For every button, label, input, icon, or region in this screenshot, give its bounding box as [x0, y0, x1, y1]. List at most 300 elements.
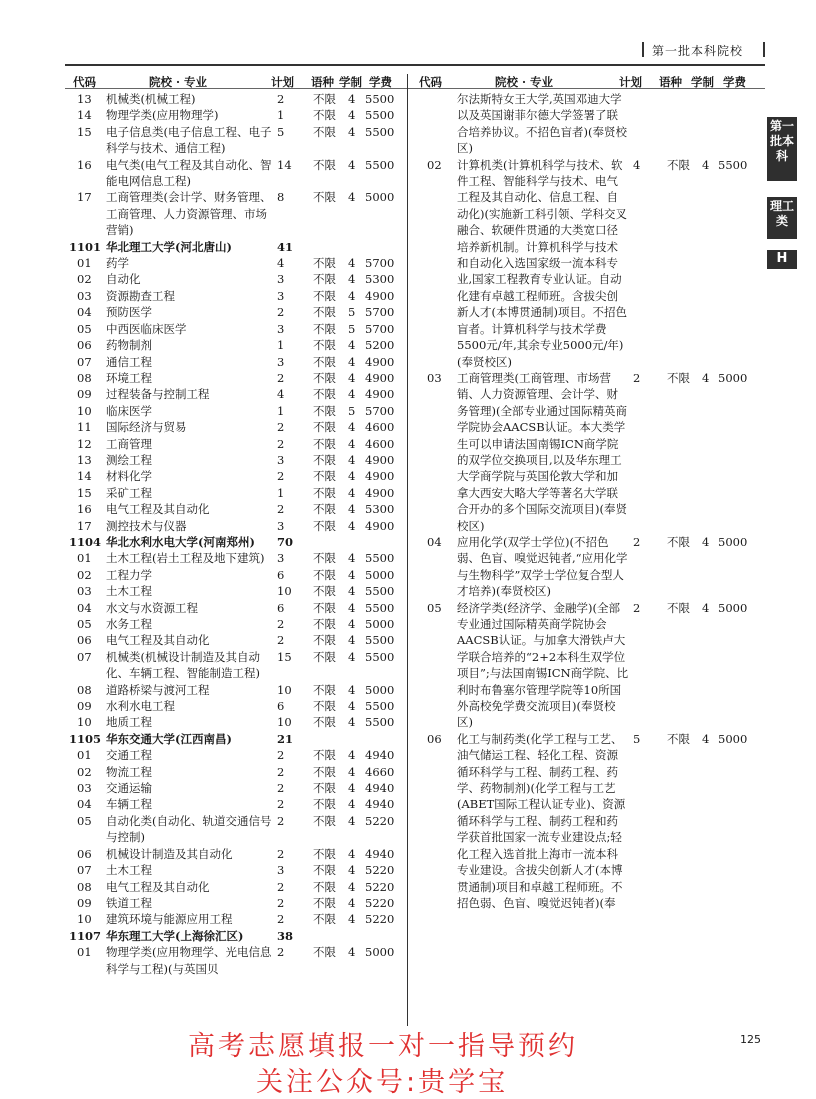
- name-cell: 水文与水资源工程: [106, 600, 198, 615]
- language-cell: 不限: [667, 534, 690, 549]
- major-row: [65, 780, 405, 796]
- code-cell: 13: [77, 92, 92, 106]
- fee-cell: 4900: [365, 452, 395, 467]
- plan-cell: 3: [277, 452, 285, 467]
- name-cell: 土木工程: [106, 584, 152, 599]
- plan-cell: 6: [277, 699, 285, 714]
- language-cell: 不限: [313, 863, 336, 878]
- code-cell: 09: [77, 387, 92, 402]
- code-header: 代码: [73, 75, 96, 89]
- fee-cell: 5000: [365, 617, 395, 631]
- code-cell: 10: [77, 912, 92, 927]
- right-column-header: [411, 72, 763, 90]
- plan-cell: 2: [633, 600, 641, 615]
- major-row: [65, 419, 405, 435]
- years-cell: 4: [348, 190, 356, 205]
- fee-cell: 4940: [365, 846, 395, 861]
- plan-cell: 2: [277, 912, 285, 927]
- years-cell: 5: [348, 403, 356, 418]
- name-cell: 机械设计制造及其自动化: [106, 846, 233, 861]
- years-cell: 4: [348, 649, 356, 664]
- major-row: [411, 157, 763, 370]
- plan-cell: 2: [277, 617, 285, 631]
- fee-cell: 5220: [365, 863, 395, 878]
- language-cell: 不限: [313, 485, 336, 500]
- plan-cell: 8: [277, 190, 285, 205]
- language-cell: 不限: [313, 617, 336, 631]
- plan-cell: 2: [277, 436, 285, 451]
- name-cell: 采矿工程: [106, 485, 152, 500]
- header-rule: [65, 64, 765, 66]
- name-cell: 材料化学: [106, 469, 152, 484]
- code-cell: 03: [77, 781, 92, 796]
- years-cell: 4: [348, 157, 356, 172]
- fee-cell: 5700: [365, 321, 395, 336]
- language-cell: 不限: [313, 436, 336, 451]
- years-cell: 4: [348, 387, 356, 402]
- language-cell: 不限: [313, 682, 336, 697]
- years-cell: 4: [348, 436, 356, 451]
- plan-cell: 2: [633, 534, 641, 549]
- plan-cell: 2: [277, 502, 285, 517]
- language-cell: 不限: [313, 272, 336, 287]
- language-cell: 不限: [313, 518, 336, 533]
- code-cell: 05: [77, 617, 92, 631]
- years-cell: 4: [348, 895, 356, 910]
- years-cell: 5: [348, 305, 356, 320]
- plan-cell: 5: [277, 124, 285, 139]
- major-row: [411, 534, 763, 600]
- name-cell: 资源勘查工程: [106, 288, 175, 303]
- language-cell: 不限: [313, 190, 336, 205]
- language-cell: 不限: [667, 370, 690, 385]
- plan-cell: 41: [277, 239, 294, 254]
- language-cell: 不限: [313, 797, 336, 812]
- language-cell: 不限: [313, 912, 336, 927]
- years-cell: 4: [348, 370, 356, 385]
- language-cell: 不限: [313, 764, 336, 779]
- years-cell: 4: [348, 682, 356, 697]
- years-cell: 4: [348, 338, 356, 353]
- fee-cell: 5700: [365, 403, 395, 418]
- plan-cell: 4: [633, 157, 641, 172]
- years-cell: 4: [348, 272, 356, 287]
- fee-cell: 5700: [365, 305, 395, 320]
- plan-cell: 2: [277, 813, 285, 828]
- plan-cell: 3: [277, 354, 285, 369]
- plan-cell: 2: [277, 469, 285, 484]
- category-tab-label: 理工类: [769, 199, 794, 228]
- plan-cell: 15: [277, 649, 292, 664]
- code-cell: 10: [77, 403, 92, 418]
- code-cell: 12: [77, 436, 92, 451]
- name-cell: 过程装备与控制工程: [106, 387, 210, 402]
- plan-header: 计划: [271, 75, 294, 89]
- name-cell: 预防医学: [106, 305, 152, 320]
- major-row: [65, 682, 405, 698]
- name-cell: 电子信息类(电子信息工程、电子科学与技术、通信工程): [106, 124, 272, 156]
- plan-cell: 2: [277, 879, 285, 894]
- name-cell: 车辆工程: [106, 797, 152, 812]
- fee-cell: 5000: [718, 370, 748, 385]
- plan-cell: 2: [277, 305, 285, 320]
- code-cell: 14: [77, 108, 92, 123]
- years-cell: 4: [348, 256, 356, 271]
- code-cell: 14: [77, 469, 92, 484]
- years-cell: 4: [702, 534, 710, 549]
- language-cell: 不限: [313, 567, 336, 582]
- major-row: [65, 649, 405, 682]
- name-cell: 药物制剂: [106, 338, 152, 353]
- years-cell: 4: [348, 879, 356, 894]
- fee-cell: 5700: [365, 256, 395, 271]
- code-cell: 09: [77, 895, 92, 910]
- major-row: [65, 386, 405, 402]
- code-cell: 17: [77, 518, 92, 533]
- fee-cell: 4900: [365, 469, 395, 484]
- category-tab[interactable]: [767, 197, 797, 239]
- name-cell: 经济学类(经济学、金融学)(全部专业通过国际精英商学院协会AACSB认证。与加拿大滑铁卢大学联合培养的“2+2本科生双学位项目”;与法国南锡ICN商学院、比利时布鲁塞尔管理学院等10所国外高校免学费交流项目)(奉贤校区): [457, 600, 629, 730]
- fee-cell: 5500: [365, 633, 395, 648]
- years-cell: 4: [348, 764, 356, 779]
- fee-cell: 5220: [365, 912, 395, 927]
- fee-cell: 4600: [365, 436, 395, 451]
- name-cell: 临床医学: [106, 403, 152, 418]
- major-row: [65, 567, 405, 583]
- name-cell: 测控技术与仪器: [106, 518, 187, 533]
- plan-cell: 2: [277, 846, 285, 861]
- major-row: [65, 288, 405, 304]
- major-row: [65, 764, 405, 780]
- name-cell: 建筑环境与能源应用工程: [106, 912, 233, 927]
- plan-cell: 2: [277, 370, 285, 385]
- years-cell: 4: [348, 452, 356, 467]
- major-row: [65, 255, 405, 271]
- years-cell: 4: [702, 600, 710, 615]
- major-row: [65, 583, 405, 599]
- years-cell: 4: [348, 567, 356, 582]
- name-cell: 自动化类(自动化、轨道交通信号与控制): [106, 813, 272, 845]
- major-row: [65, 698, 405, 714]
- plan-cell: 1: [277, 108, 285, 123]
- language-cell: 不限: [313, 649, 336, 664]
- name-cell: 应用化学(双学士学位)(不招色弱、色盲、嗅觉迟钝者,“应用化学与生物科学”双学士学位复合型人才培养)(奉贤校区): [457, 534, 628, 599]
- code-cell: 08: [77, 879, 92, 894]
- watermark-line-2: 关注公众号:贵学宝: [256, 1067, 509, 1098]
- major-row: [65, 157, 405, 190]
- code-cell: 09: [77, 699, 92, 714]
- code-cell: 05: [77, 321, 92, 336]
- years-cell: 4: [348, 748, 356, 763]
- years-header: 学制: [691, 75, 714, 89]
- language-cell: 不限: [313, 403, 336, 418]
- letter-tab-label: H: [776, 251, 788, 266]
- name-cell: 化工与制药类(化学工程与工艺、油气储运工程、轻化工程、资源循环科学与工程、制药工程、药学、药物制剂)(化学工程与工艺(ABET国际工程认证专业)、资源循环科学与工程、制药工程和药学获首批国家一流专业建设点;轻化工程入选首批上海市一流本科专业建设。含拔尖创新人才(本博贯通制)项目和卓越工程师班。不招色弱、色盲、嗅觉迟钝者)(奉: [457, 731, 626, 910]
- name-cell: 道路桥梁与渡河工程: [106, 682, 210, 697]
- plan-cell: 1: [277, 403, 285, 418]
- years-cell: 4: [348, 633, 356, 648]
- name-cell: 水务工程: [106, 617, 152, 631]
- fee-cell: 5500: [365, 124, 395, 139]
- language-header: 语种: [311, 75, 334, 89]
- name-cell: 机械类(机械设计制造及其自动化、车辆工程、智能制造工程): [106, 649, 260, 681]
- years-cell: 4: [348, 124, 356, 139]
- batch-tab[interactable]: [767, 117, 797, 181]
- plan-cell: 3: [277, 863, 285, 878]
- left-column: [65, 72, 405, 977]
- fee-cell: 5220: [365, 895, 395, 910]
- watermark-line-1: 高考志愿填报一对一指导预约: [188, 1031, 578, 1062]
- major-row: [65, 846, 405, 862]
- plan-cell: 2: [277, 764, 285, 779]
- name-cell: 机械类(机械工程): [106, 92, 196, 106]
- major-row: [65, 304, 405, 320]
- school-major-header: 院校 · 专业: [495, 75, 554, 89]
- name-cell: 计算机类(计算机科学与技术、软件工程、智能科学与技术、电气工程及其自动化、信息工程、自动化)(实施新工科引领、学科交叉融合、软硬件贯通的大类宽口径培养新机制。计算机科学与技术和自动化入选国家级一流本科专业,国家工程教育专业认证。自动化建有卓越工程师班。含拔尖创新人才(本博贯通制)项目。不招色盲者。计算机科学与技术学费5500元/年,其余专业5000元/年)(奉贤校区): [457, 157, 627, 369]
- language-cell: 不限: [313, 895, 336, 910]
- fee-header: 学费: [369, 75, 392, 89]
- major-row: [65, 107, 405, 123]
- major-row: [65, 452, 405, 468]
- language-cell: 不限: [667, 731, 690, 746]
- code-cell: 04: [427, 534, 442, 549]
- language-cell: 不限: [313, 879, 336, 894]
- major-row: [65, 714, 405, 730]
- years-cell: 5: [348, 321, 356, 336]
- fee-cell: 5200: [365, 338, 395, 353]
- name-cell: 铁道工程: [106, 895, 152, 910]
- major-row: [65, 747, 405, 763]
- code-cell: 02: [427, 157, 442, 172]
- major-row: [65, 403, 405, 419]
- code-cell: 1101: [69, 239, 102, 254]
- code-cell: 03: [77, 584, 92, 599]
- code-cell: 08: [77, 370, 92, 385]
- language-cell: 不限: [313, 551, 336, 566]
- name-cell: 电气工程及其自动化: [106, 502, 210, 517]
- name-cell: 电气工程及其自动化: [106, 879, 210, 894]
- left-column-header: [65, 72, 405, 90]
- plan-cell: 2: [277, 797, 285, 812]
- fee-cell: 4940: [365, 797, 395, 812]
- code-cell: 16: [77, 502, 92, 517]
- code-cell: 02: [77, 272, 92, 287]
- name-cell: 电气类(电气工程及其自动化、智能电网信息工程): [106, 157, 272, 189]
- years-cell: 4: [348, 485, 356, 500]
- fee-cell: 4900: [365, 387, 395, 402]
- plan-header: 计划: [619, 75, 642, 89]
- language-cell: 不限: [313, 92, 336, 106]
- name-cell: 物理学类(应用物理学): [106, 108, 219, 123]
- years-cell: 4: [348, 715, 356, 730]
- years-cell: 4: [348, 600, 356, 615]
- code-cell: 07: [77, 863, 92, 878]
- language-cell: 不限: [313, 715, 336, 730]
- code-cell: 1107: [69, 928, 102, 943]
- fee-cell: 5000: [718, 600, 748, 615]
- language-cell: 不限: [313, 338, 336, 353]
- fee-cell: 5500: [365, 108, 395, 123]
- plan-cell: 21: [277, 731, 294, 746]
- plan-cell: 70: [277, 534, 294, 549]
- fee-cell: 5500: [365, 584, 395, 599]
- major-row: [411, 91, 763, 157]
- plan-cell: 3: [277, 551, 285, 566]
- language-cell: 不限: [313, 469, 336, 484]
- name-cell: 交通工程: [106, 748, 152, 763]
- major-row: [411, 370, 763, 534]
- language-cell: 不限: [313, 305, 336, 320]
- fee-cell: 4940: [365, 748, 395, 763]
- name-cell: 华北水利水电大学(河南郑州): [106, 534, 255, 549]
- code-cell: 04: [77, 600, 92, 615]
- fee-cell: 5500: [365, 649, 395, 664]
- language-cell: 不限: [313, 124, 336, 139]
- plan-cell: 10: [277, 584, 292, 599]
- fee-cell: 5000: [718, 731, 748, 746]
- major-row: [65, 370, 405, 386]
- plan-cell: 3: [277, 272, 285, 287]
- letter-tab[interactable]: [767, 250, 797, 269]
- name-cell: 工商管理类(工商管理、市场营销、人力资源管理、会计学、财务管理)(全部专业通过国际精英商学院协会AACSB认证。本大类学生可以申请法国南锡ICN商学院的双学位交换项目,以及华东理工大学商学院与英国伦敦大学和加拿大西安大略大学等著名大学联合开办的多个国际交流项目)(奉贤校区): [457, 370, 627, 533]
- major-row: [65, 879, 405, 895]
- major-row: [65, 337, 405, 353]
- language-cell: 不限: [313, 370, 336, 385]
- plan-cell: 2: [633, 370, 641, 385]
- code-cell: 01: [77, 551, 92, 566]
- plan-cell: 1: [277, 485, 285, 500]
- name-cell: 工程力学: [106, 567, 152, 582]
- fee-cell: 5500: [365, 699, 395, 714]
- name-cell: 地质工程: [106, 715, 152, 730]
- major-row: [65, 632, 405, 648]
- name-cell: 水利水电工程: [106, 699, 175, 714]
- right-column: [411, 72, 763, 911]
- name-cell: 自动化: [106, 272, 141, 287]
- years-cell: 4: [702, 157, 710, 172]
- years-cell: 4: [348, 863, 356, 878]
- code-cell: 06: [427, 731, 442, 746]
- code-cell: 04: [77, 305, 92, 320]
- plan-cell: 2: [277, 420, 285, 435]
- code-cell: 06: [77, 846, 92, 861]
- plan-cell: 4: [277, 387, 285, 402]
- name-cell: 华北理工大学(河北唐山): [106, 239, 232, 254]
- code-cell: 05: [77, 813, 92, 828]
- plan-cell: 4: [277, 256, 285, 271]
- school-row: [65, 928, 405, 944]
- language-cell: 不限: [313, 387, 336, 402]
- years-cell: 4: [348, 584, 356, 599]
- plan-cell: 2: [277, 895, 285, 910]
- name-cell: 华东理工大学(上海徐汇区): [106, 928, 244, 943]
- major-row: [65, 796, 405, 812]
- years-cell: 4: [348, 92, 356, 106]
- major-row: [411, 731, 763, 911]
- years-cell: 4: [702, 731, 710, 746]
- major-row: [65, 944, 405, 977]
- school-row: [65, 534, 405, 550]
- name-cell: 测绘工程: [106, 452, 152, 467]
- name-cell: 工商管理: [106, 436, 152, 451]
- fee-cell: 4900: [365, 354, 395, 369]
- name-cell: 电气工程及其自动化: [106, 633, 210, 648]
- years-cell: 4: [348, 551, 356, 566]
- major-row: [65, 518, 405, 534]
- major-row: [65, 550, 405, 566]
- language-cell: 不限: [313, 584, 336, 599]
- code-cell: 13: [77, 452, 92, 467]
- plan-cell: 3: [277, 288, 285, 303]
- plan-cell: 5: [633, 731, 641, 746]
- language-cell: 不限: [313, 354, 336, 369]
- language-cell: 不限: [313, 748, 336, 763]
- fee-cell: 5220: [365, 813, 395, 828]
- years-cell: 4: [348, 518, 356, 533]
- fee-cell: 4660: [365, 764, 395, 779]
- major-row: [65, 911, 405, 927]
- code-cell: 07: [77, 649, 92, 664]
- language-cell: 不限: [313, 256, 336, 271]
- language-cell: 不限: [313, 781, 336, 796]
- plan-cell: 2: [277, 748, 285, 763]
- fee-cell: 5300: [365, 272, 395, 287]
- years-cell: 4: [348, 797, 356, 812]
- language-cell: 不限: [313, 699, 336, 714]
- years-cell: 4: [348, 502, 356, 517]
- major-row: [65, 91, 405, 107]
- major-row: [65, 468, 405, 484]
- years-cell: 4: [348, 699, 356, 714]
- years-cell: 4: [348, 469, 356, 484]
- years-cell: 4: [348, 108, 356, 123]
- fee-cell: 4900: [365, 370, 395, 385]
- code-cell: 01: [77, 945, 92, 960]
- fee-cell: 4900: [365, 288, 395, 303]
- language-header: 语种: [659, 75, 682, 89]
- plan-cell: 2: [277, 945, 285, 960]
- major-row: [65, 189, 405, 238]
- name-cell: 通信工程: [106, 354, 152, 369]
- major-row: [65, 271, 405, 287]
- name-cell: 土木工程(岩土工程及地下建筑): [106, 551, 265, 566]
- fee-cell: 4900: [365, 518, 395, 533]
- plan-cell: 2: [277, 92, 285, 106]
- major-row: [65, 436, 405, 452]
- fee-cell: 5000: [365, 190, 395, 205]
- fee-cell: 4940: [365, 781, 395, 796]
- major-row: [65, 600, 405, 616]
- fee-cell: 4600: [365, 420, 395, 435]
- major-row: [65, 813, 405, 846]
- major-row: [65, 354, 405, 370]
- fee-cell: 4900: [365, 485, 395, 500]
- header-title: 第一批本科院校: [652, 44, 744, 58]
- plan-cell: 3: [277, 518, 285, 533]
- name-cell: 华东交通大学(江西南昌): [106, 731, 232, 746]
- code-cell: 11: [77, 420, 92, 435]
- years-cell: 4: [348, 288, 356, 303]
- fee-cell: 5500: [365, 715, 395, 730]
- name-cell: 工商管理类(会计学、财务管理、工商管理、人力资源管理、市场营销): [106, 190, 272, 238]
- code-cell: 05: [427, 600, 442, 615]
- code-cell: 02: [77, 567, 92, 582]
- name-cell: 尔法斯特女王大学,英国邓迪大学以及英国谢菲尔德大学签署了联合培养协议。不招色盲者)(奉贤校区): [457, 92, 627, 156]
- plan-cell: 2: [277, 781, 285, 796]
- language-cell: 不限: [313, 321, 336, 336]
- fee-cell: 5500: [365, 157, 395, 172]
- years-cell: 4: [348, 617, 356, 631]
